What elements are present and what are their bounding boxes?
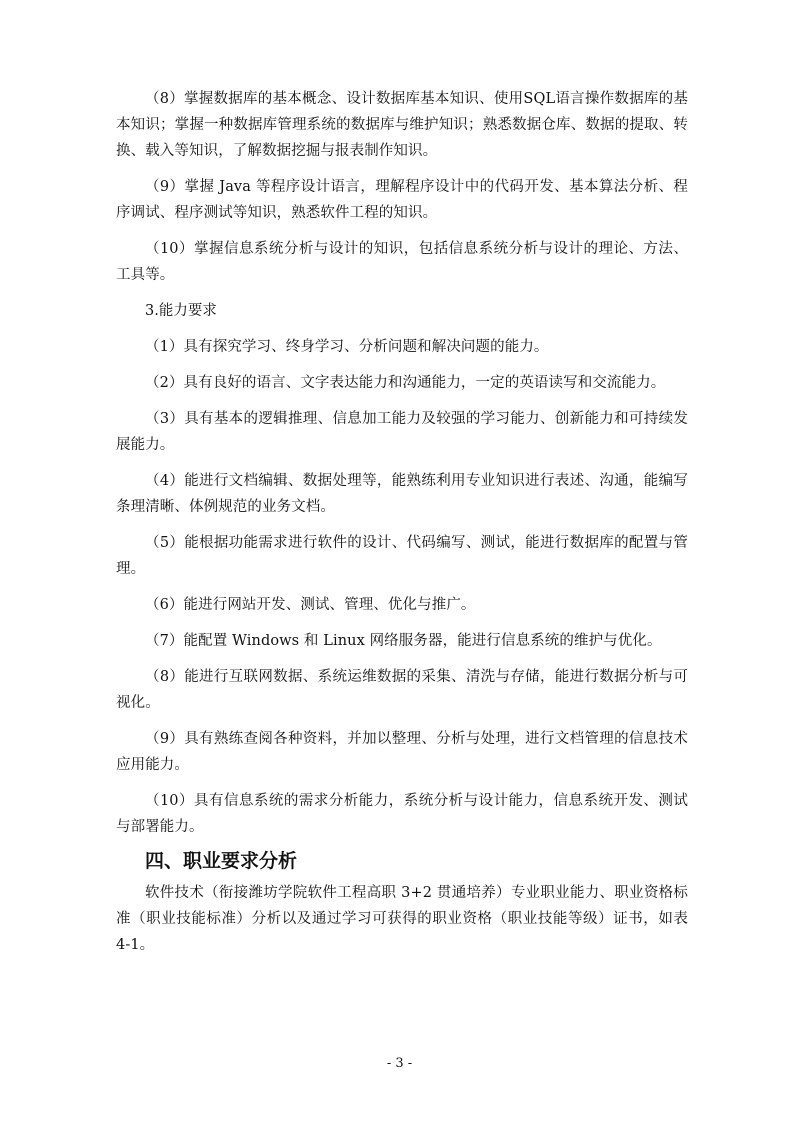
section-paragraph: 软件技术（衔接潍坊学院软件工程高职 3+2 贯通培养）专业职业能力、职业资格标准（职业技能标准）分析以及通过学习可获得的职业资格（职业技能等级）证书，如表 4-1。: [116, 885, 688, 953]
ability-item-10: （10）具有信息系统的需求分析能力，系统分析与设计能力，信息系统开发、测试与部署能力。: [116, 793, 688, 835]
page-number: - 3 -: [386, 1056, 413, 1071]
ability-item-9: （9）具有熟练查阅各种资料，并加以整理、分析与处理，进行文档管理的信息技术应用能力。: [116, 731, 688, 773]
section-heading-career-requirements: 四、职业要求分析: [145, 850, 298, 872]
knowledge-item-8: （8）掌握数据库的基本概念、设计数据库基本知识、使用SQL语言操作数据库的基本知识；掌握一种数据库管理系统的数据库与维护知识；熟悉数据仓库、数据的提取、转换、载入等知识，了解数据挖掘与报表制作知识。: [116, 91, 688, 159]
ability-item-6: （6）能进行网站开发、测试、管理、优化与推广。: [145, 597, 476, 613]
ability-item-5: （5）能根据功能需求进行软件的设计、代码编写、测试，能进行数据库的配置与管理。: [116, 535, 688, 577]
ability-item-4: （4）能进行文档编辑、数据处理等，能熟练利用专业知识进行表述、沟通，能编写条理清晰、体例规范的业务文档。: [116, 473, 688, 515]
ability-item-1: （1）具有探究学习、终身学习、分析问题和解决问题的能力。: [145, 339, 549, 355]
ability-item-8: （8）能进行互联网数据、系统运维数据的采集、清洗与存储，能进行数据分析与可视化。: [116, 669, 688, 711]
ability-item-2: （2）具有良好的语言、文字表达能力和沟通能力，一定的英语读写和交流能力。: [145, 375, 666, 391]
knowledge-item-10: （10）掌握信息系统分析与设计的知识，包括信息系统分析与设计的理论、方法、工具等。: [116, 241, 688, 283]
ability-item-7: （7）能配置 Windows 和 Linux 网络服务器，能进行信息系统的维护与优化。: [145, 633, 662, 649]
knowledge-item-9: （9）掌握 Java 等程序设计语言，理解程序设计中的代码开发、基本算法分析、程序调试、程序测试等知识，熟悉软件工程的知识。: [116, 179, 688, 221]
ability-item-3: （3）具有基本的逻辑推理、信息加工能力及较强的学习能力、创新能力和可持续发展能力。: [116, 411, 688, 453]
ability-heading: 3.能力要求: [145, 303, 217, 319]
page-content: [116, 86, 688, 968]
